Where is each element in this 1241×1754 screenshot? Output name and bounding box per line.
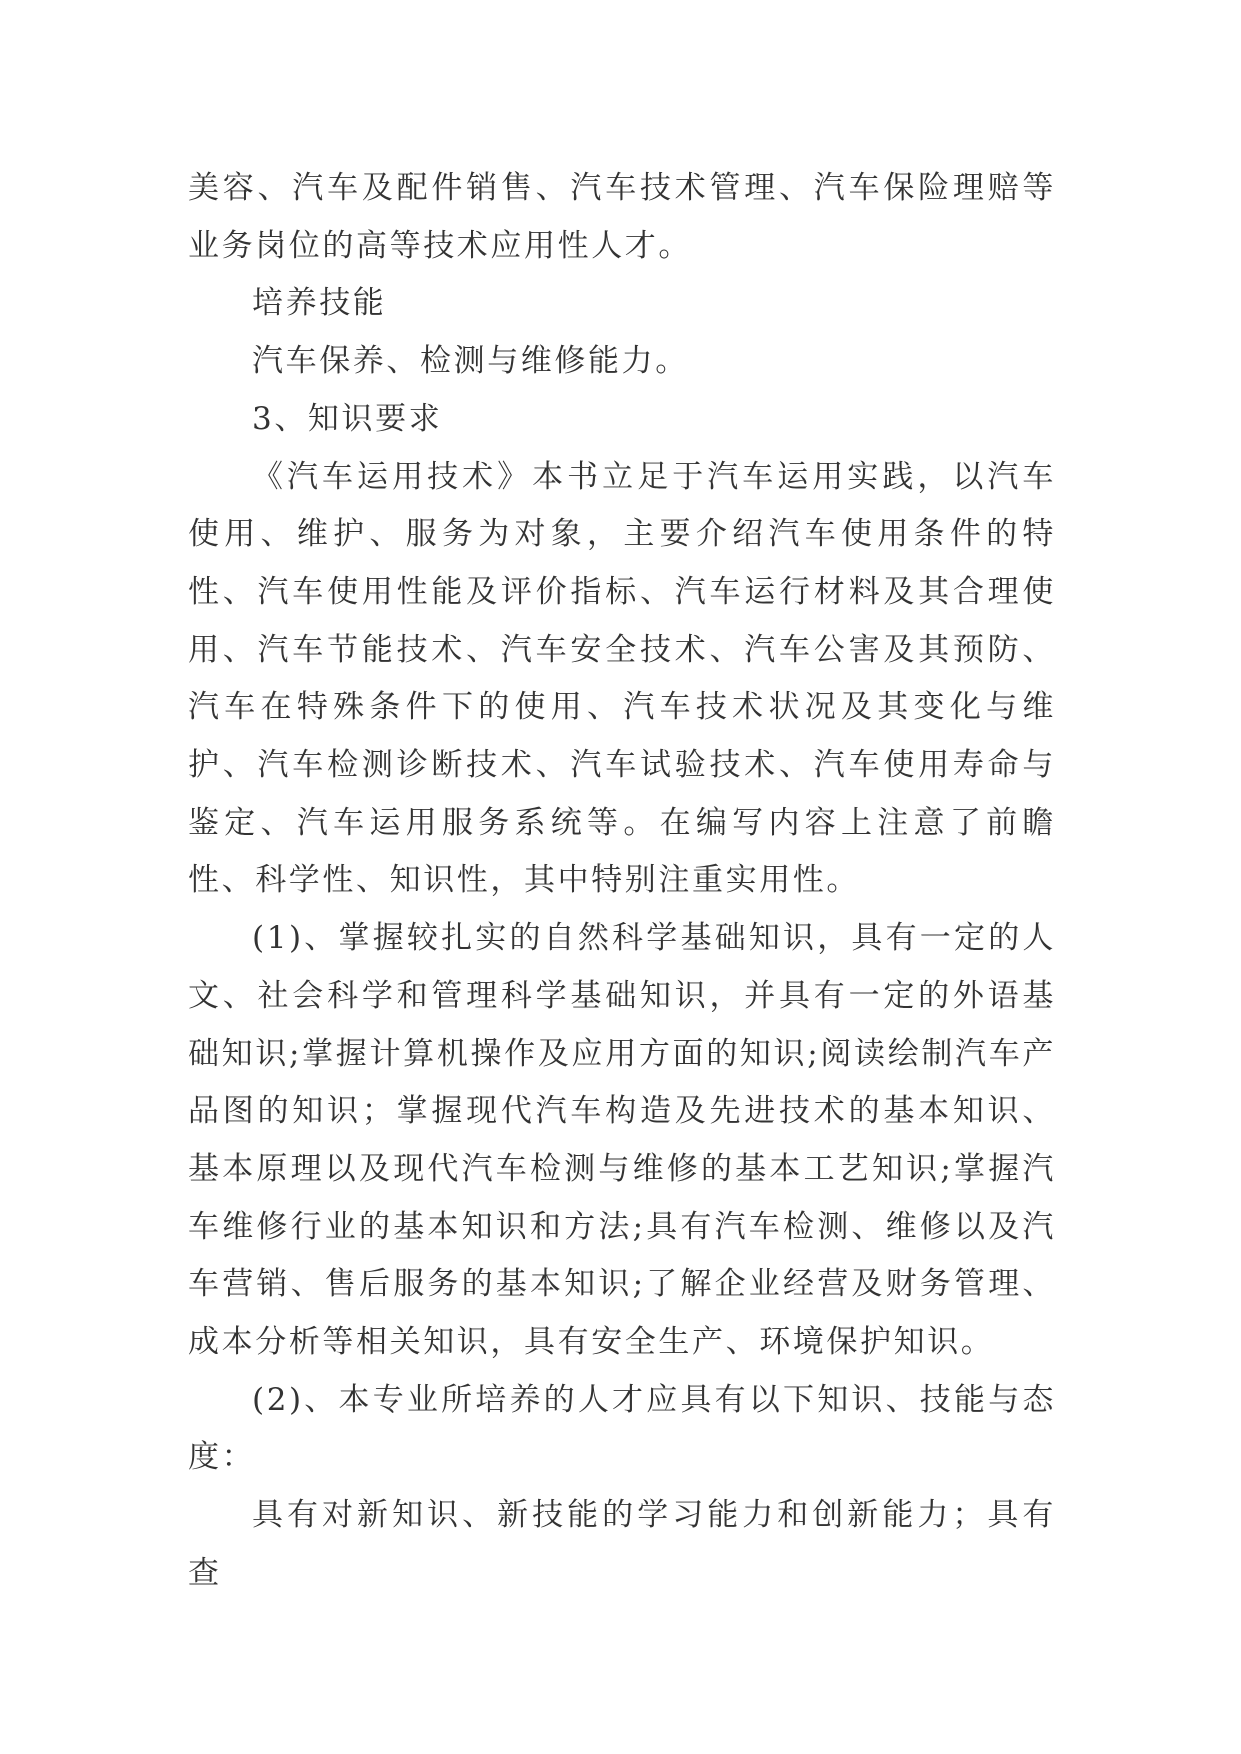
- paragraph-knowledge-item-1: (1)、掌握较扎实的自然科学基础知识，具有一定的人文、社会科学和管理科学基础知识，并具有一定的外语基础知识;掌握计算机操作及应用方面的知识;阅读绘制汽车产品图的知识；掌握现代汽车构造及先进技术的基本知识、基本原理以及现代汽车检测与维修的基本工艺知识;掌握汽车维修行业的基本知识和方法;具有汽车检测、维修以及汽车营销、售后服务的基本知识;了解企业经营及财务管理、成本分析等相关知识，具有安全生产、环境保护知识。: [188, 920, 1056, 1361]
- paragraph-job-positions: 美容、汽车及配件销售、汽车技术管理、汽车保险理赔等业务岗位的高等技术应用性人才。: [188, 170, 1056, 264]
- paragraph-ability: 具有对新知识、新技能的学习能力和创新能力；具有查: [188, 1497, 1056, 1591]
- paragraph-skills-heading: 培养技能: [252, 285, 387, 322]
- paragraph-knowledge-item-2: (2)、本专业所培养的人才应具有以下知识、技能与态度：: [188, 1381, 1056, 1476]
- paragraph-textbook-intro: 《汽车运用技术》本书立足于汽车运用实践，以汽车使用、维护、服务为对象，主要介绍汽车使用条件的特性、汽车使用性能及评价指标、汽车运行材料及其合理使用、汽车节能技术、汽车安全技术、汽车公害及其预防、汽车在特殊条件下的使用、汽车技术状况及其变化与维护、汽车检测诊断技术、汽车试验技术、汽车使用寿命与鉴定、汽车运用服务系统等。在编写内容上注意了前瞻性、科学性、知识性，其中特别注重实用性。: [188, 458, 1056, 899]
- document-body: [188, 160, 1056, 1603]
- paragraph-skills-body: 汽车保养、检测与维修能力。: [252, 343, 689, 380]
- section-heading-knowledge: 3、知识要求: [252, 400, 443, 437]
